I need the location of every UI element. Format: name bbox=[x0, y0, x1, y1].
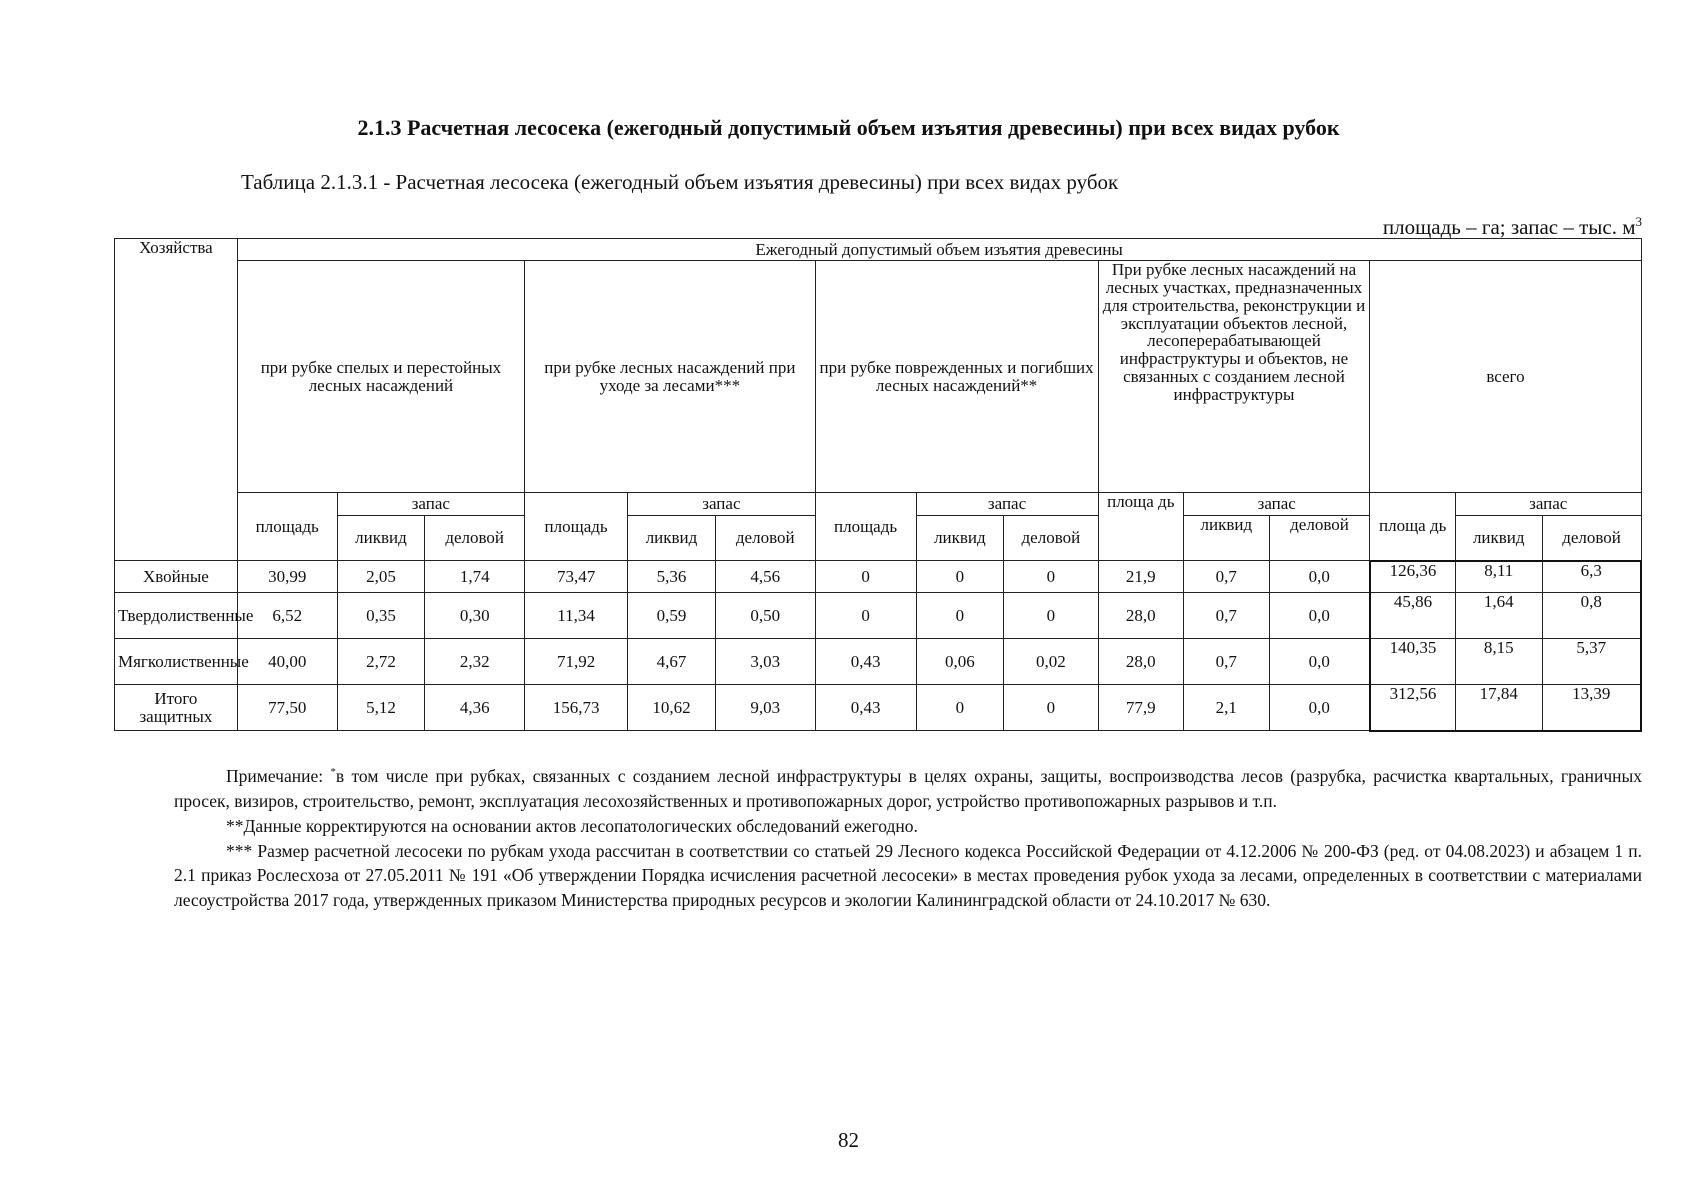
note-1-mark: * bbox=[330, 766, 336, 779]
row-label: Твердолиственные bbox=[115, 593, 238, 639]
harvest-table bbox=[114, 238, 1642, 732]
table-cell: 0,0 bbox=[1269, 639, 1370, 685]
table-cell: 2,05 bbox=[337, 561, 425, 593]
table-cell: 8,11 bbox=[1455, 561, 1542, 593]
header-group-damaged: при рубке поврежденных и погибших лесных насаждений** bbox=[815, 261, 1098, 493]
header-liquid: ликвид bbox=[1455, 516, 1542, 561]
header-liquid: ликвид bbox=[628, 516, 716, 561]
table-cell: 40,00 bbox=[237, 639, 337, 685]
header-business: деловой bbox=[1542, 516, 1641, 561]
row-label: Мягколиственные bbox=[115, 639, 238, 685]
note-1-prefix: Примечание: bbox=[226, 766, 331, 786]
table-cell: 0,0 bbox=[1269, 593, 1370, 639]
table-cell: 45,86 bbox=[1370, 593, 1456, 639]
table-cell: 0,30 bbox=[425, 593, 525, 639]
table-cell: 71,92 bbox=[525, 639, 628, 685]
table-cell: 0,59 bbox=[628, 593, 716, 639]
table-cell: 1,74 bbox=[425, 561, 525, 593]
table-cell: 2,32 bbox=[425, 639, 525, 685]
table-cell: 30,99 bbox=[237, 561, 337, 593]
table-cell: 0 bbox=[815, 561, 916, 593]
header-business: деловой bbox=[715, 516, 815, 561]
table-cell: 4,36 bbox=[425, 685, 525, 731]
table-cell: 0,43 bbox=[815, 639, 916, 685]
header-liquid: ликвид bbox=[337, 516, 425, 561]
table-cell: 0,43 bbox=[815, 685, 916, 731]
table-cell: 0,35 bbox=[337, 593, 425, 639]
table-cell: 0 bbox=[916, 593, 1004, 639]
table-cell: 1,64 bbox=[1455, 593, 1542, 639]
table-cell: 21,9 bbox=[1098, 561, 1184, 593]
notes bbox=[174, 764, 1642, 913]
table-cell: 0,0 bbox=[1269, 685, 1370, 731]
table-cell: 10,62 bbox=[628, 685, 716, 731]
units-superscript: 3 bbox=[1635, 214, 1642, 229]
header-group-thinning: при рубке лесных насаждений при уходе за лесами*** bbox=[525, 261, 816, 493]
header-group-total: всего bbox=[1370, 261, 1641, 493]
header-stock: запас bbox=[1184, 493, 1370, 516]
table-cell: 8,15 bbox=[1455, 639, 1542, 685]
table-row bbox=[115, 639, 1642, 685]
row-label: Итого защитных bbox=[115, 685, 238, 731]
table-cell: 77,50 bbox=[237, 685, 337, 731]
note-3: *** Размер расчетной лесосеки по рубкам ухода рассчитан в соответствии со статьей 29 Лесного кодекса Российской Федерации от 4.12.2006 № 200-ФЗ (ред. от 04.08.2023) и абзацем 1 п. 2.1 приказ Рослесхоза от 27.05.2011 № 191 «Об утверждении Порядка исчисления расчетной лесосеки» в местах проведения рубок ухода за лесами, определенных в соответствии с материалами лесоустройства 2017 года, утвержденных приказом Министерства природных ресурсов и экологии Калининградской области от 24.10.2017 № 630. bbox=[174, 840, 1642, 911]
header-area: площадь bbox=[815, 493, 916, 561]
table-caption: Таблица 2.1.3.1 - Расчетная лесосека (ежегодный объем изъятия древесины) при всех видах рубок bbox=[241, 170, 1119, 194]
header-farm: Хозяйства bbox=[115, 239, 238, 561]
table-cell: 0 bbox=[916, 685, 1004, 731]
header-liquid: ликвид bbox=[916, 516, 1004, 561]
table-cell: 73,47 bbox=[525, 561, 628, 593]
header-area: площа дь bbox=[1098, 493, 1184, 561]
table-cell: 126,36 bbox=[1370, 561, 1456, 593]
table-cell: 0 bbox=[916, 561, 1004, 593]
header-area: площадь bbox=[237, 493, 337, 561]
header-business: деловой bbox=[425, 516, 525, 561]
table-cell: 77,9 bbox=[1098, 685, 1184, 731]
table-row bbox=[115, 593, 1642, 639]
table-cell: 0,7 bbox=[1184, 639, 1270, 685]
table-cell: 156,73 bbox=[525, 685, 628, 731]
header-group-construction: При рубке лесных насаждений на лесных участках, предназначенных для строительства, реконструкции и эксплуатации объектов лесной, лесоперерабатывающей инфраструктуры и объектов, не связанных с созданием лесной инфраструктуры bbox=[1098, 261, 1370, 493]
header-area: площадь bbox=[525, 493, 628, 561]
table-cell: 0 bbox=[1004, 593, 1098, 639]
header-stock: запас bbox=[1455, 493, 1641, 516]
table-cell: 13,39 bbox=[1542, 685, 1641, 731]
table-cell: 28,0 bbox=[1098, 639, 1184, 685]
table-row bbox=[115, 561, 1642, 593]
page-number: 82 bbox=[838, 1128, 859, 1152]
table-cell: 2,72 bbox=[337, 639, 425, 685]
note-1 bbox=[174, 764, 1642, 814]
table-cell: 312,56 bbox=[1370, 685, 1456, 731]
header-group: Ежегодный допустимый объем изъятия древесины bbox=[237, 239, 1641, 261]
table-cell: 6,52 bbox=[237, 593, 337, 639]
table-cell: 5,12 bbox=[337, 685, 425, 731]
table-cell: 9,03 bbox=[715, 685, 815, 731]
table-cell: 2,1 bbox=[1184, 685, 1270, 731]
table-cell: 0,7 bbox=[1184, 593, 1270, 639]
table-cell: 0 bbox=[815, 593, 916, 639]
table-cell: 5,36 bbox=[628, 561, 716, 593]
header-stock: запас bbox=[337, 493, 525, 516]
table-cell: 0 bbox=[1004, 561, 1098, 593]
table-cell: 4,67 bbox=[628, 639, 716, 685]
table-cell: 0,50 bbox=[715, 593, 815, 639]
table-cell: 0,7 bbox=[1184, 561, 1270, 593]
table-cell: 0,8 bbox=[1542, 593, 1641, 639]
table-cell: 140,35 bbox=[1370, 639, 1456, 685]
header-group-mature: при рубке спелых и перестойных лесных насаждений bbox=[237, 261, 524, 493]
table-cell: 11,34 bbox=[525, 593, 628, 639]
header-business: деловой bbox=[1004, 516, 1098, 561]
note-1-text: в том числе при рубках, связанных с созданием лесной инфраструктуры в целях охраны, защиты, воспроизводства лесов (разрубка, расчистка квартальных, граничных просек, визиров, строительство, ремонт, эксплуатация лесохозяйственных и противопожарных дорог, устройство противопожарных разрывов и т.п. bbox=[174, 766, 1643, 811]
header-area: площа дь bbox=[1370, 493, 1456, 561]
section-heading: 2.1.3 Расчетная лесосека (ежегодный допустимый объем изъятия древесины) при всех видах рубок bbox=[357, 115, 1340, 140]
header-stock: запас bbox=[628, 493, 816, 516]
table-cell: 0 bbox=[1004, 685, 1098, 731]
table-cell: 4,56 bbox=[715, 561, 815, 593]
table-cell: 3,03 bbox=[715, 639, 815, 685]
table-cell: 28,0 bbox=[1098, 593, 1184, 639]
header-business: деловой bbox=[1269, 516, 1370, 561]
note-2: **Данные корректируются на основании актов лесопатологических обследований ежегодно. bbox=[226, 815, 918, 836]
table-cell: 17,84 bbox=[1455, 685, 1542, 731]
table-cell: 0,02 bbox=[1004, 639, 1098, 685]
header-liquid: ликвид bbox=[1184, 516, 1270, 561]
units-note bbox=[1383, 214, 1642, 240]
table-row bbox=[115, 685, 1642, 731]
table-cell: 0,06 bbox=[916, 639, 1004, 685]
table-cell: 0,0 bbox=[1269, 561, 1370, 593]
row-label: Хвойные bbox=[115, 561, 238, 593]
header-stock: запас bbox=[916, 493, 1098, 516]
units-text: площадь – га; запас – тыс. м bbox=[1382, 215, 1636, 239]
table-cell: 5,37 bbox=[1542, 639, 1641, 685]
table-cell: 6,3 bbox=[1542, 561, 1641, 593]
